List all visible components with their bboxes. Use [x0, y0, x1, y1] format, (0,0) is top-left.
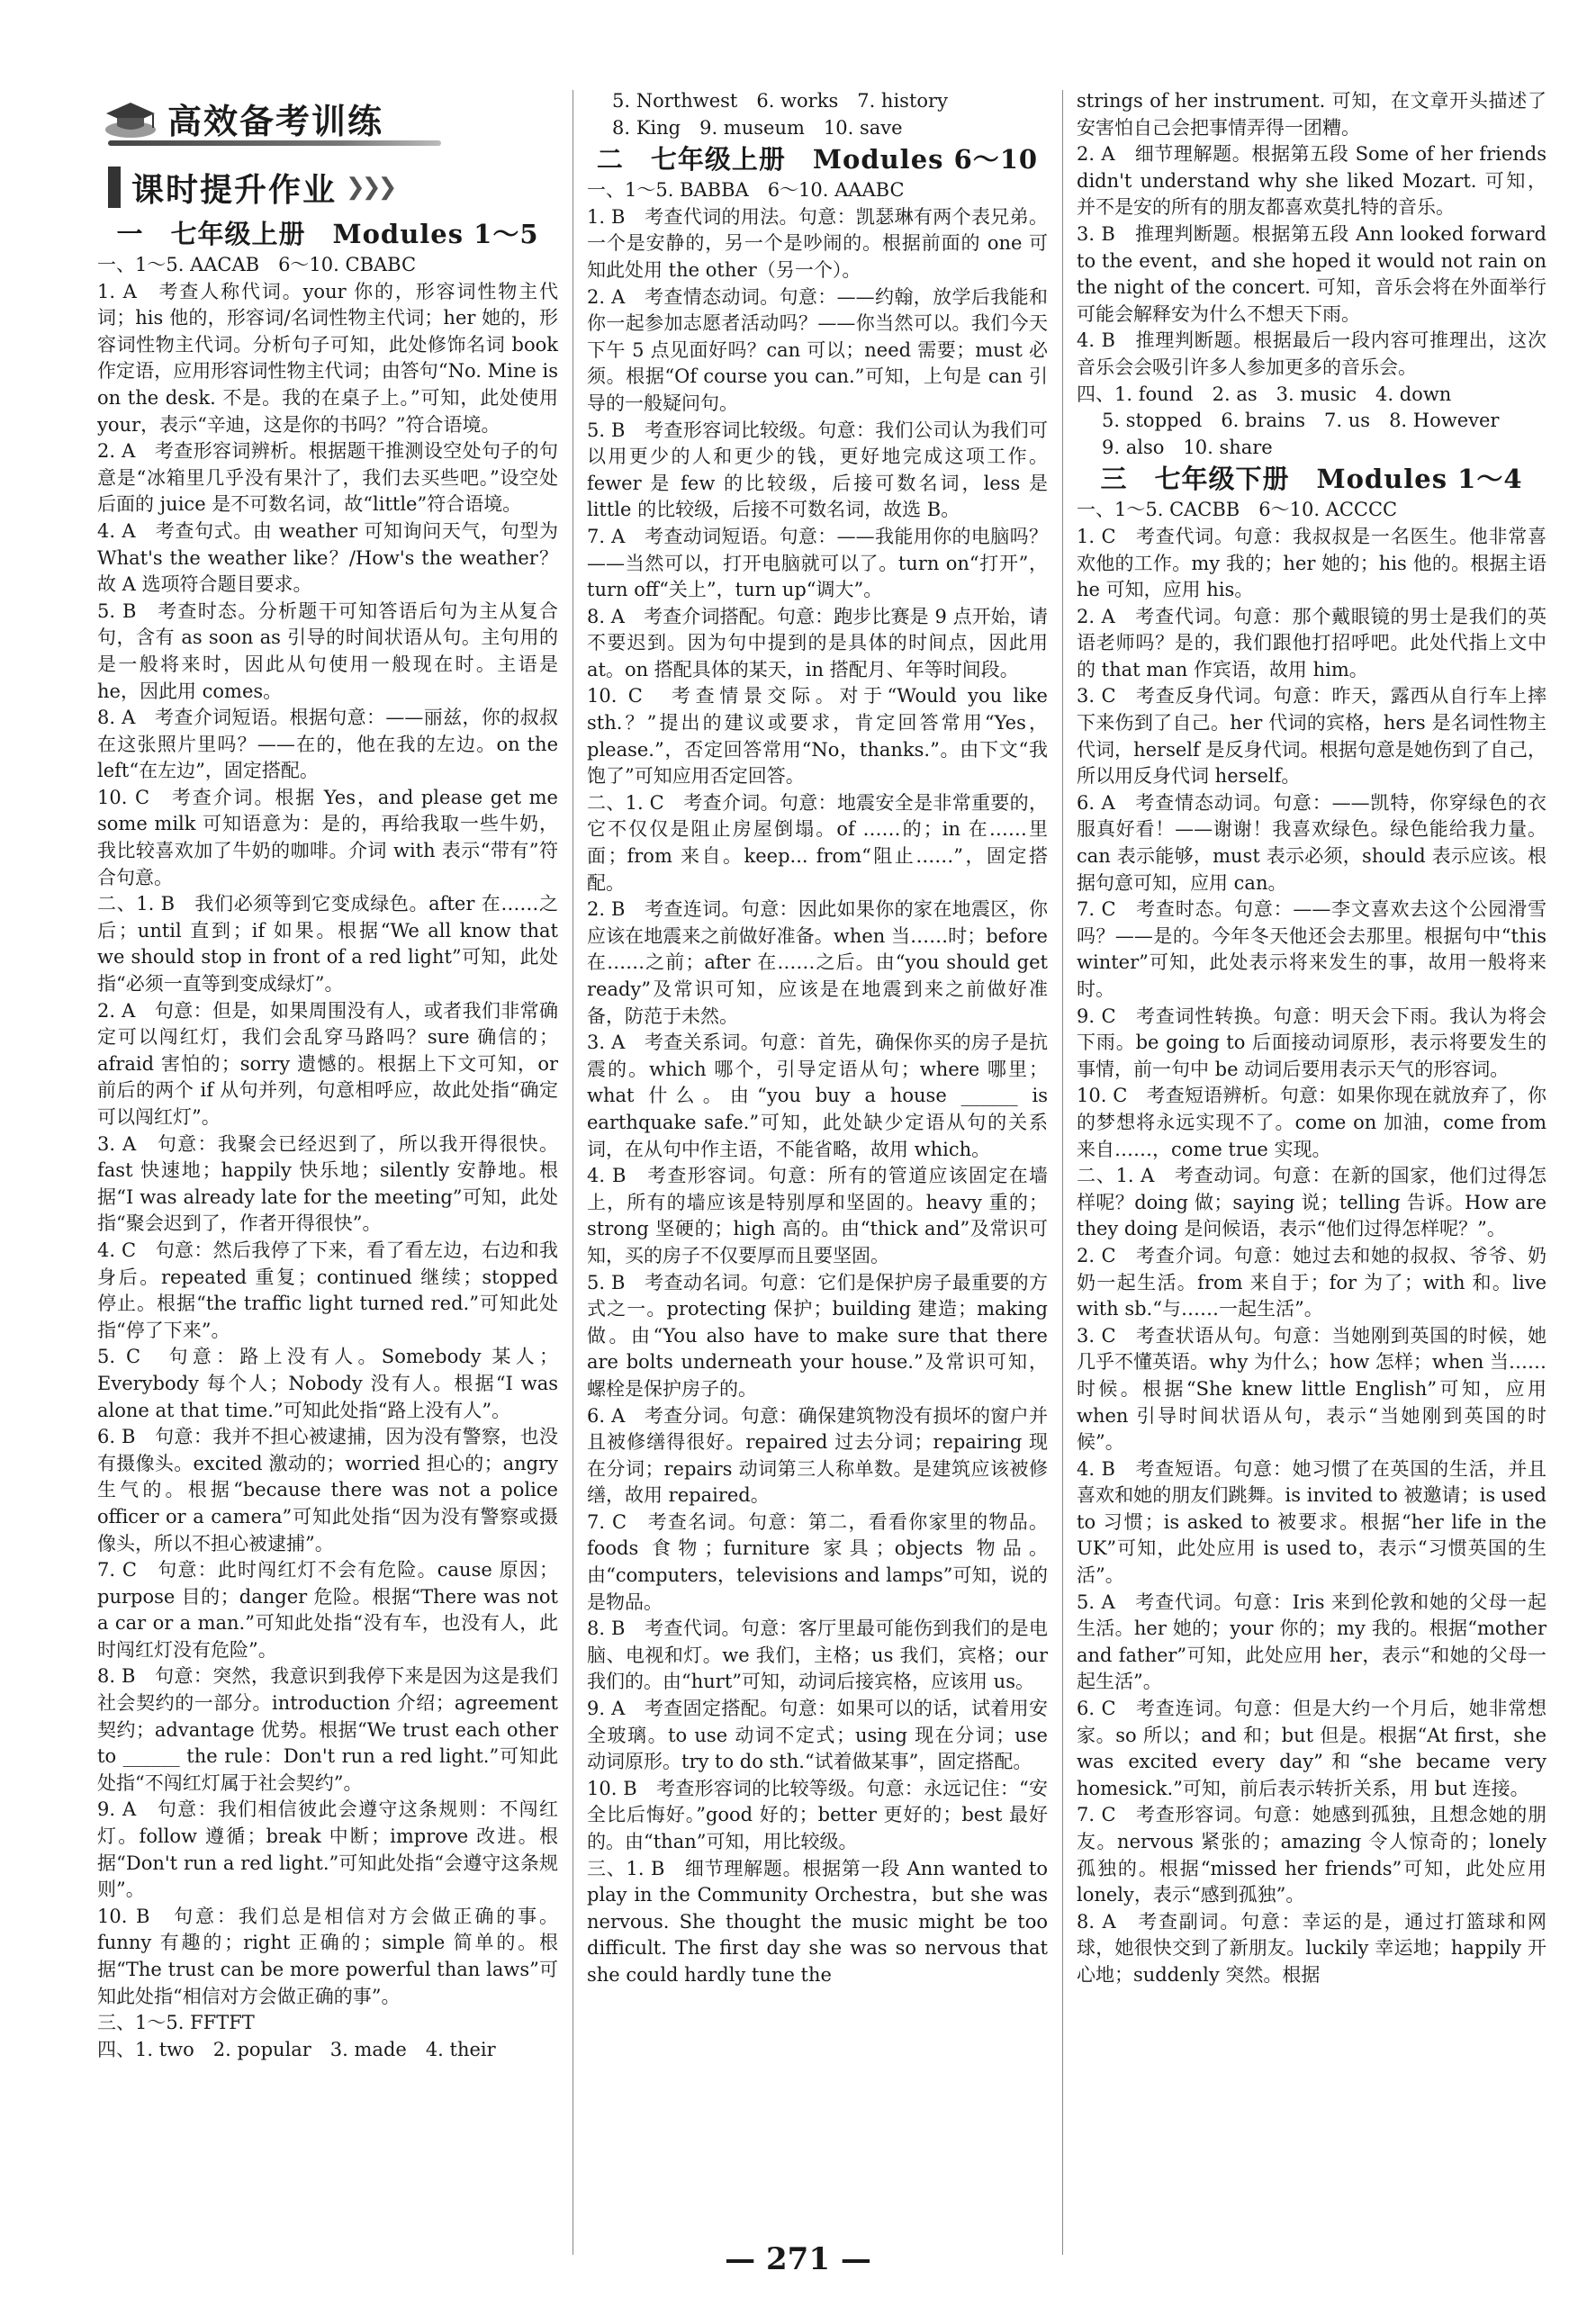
- answer-item: 1. C 考查代词。句意：我叔叔是一名医生。他非常喜欢他的工作。my 我的；her 她的；his 他的。根据主语 he 可知，应用 his。: [1077, 525, 1546, 601]
- answer-item: 2. A 句意：但是，如果周围没有人，或者我们非常确定可以闯红灯，我们会乱穿马路吗？sure 确信的；afraid 害怕的；sorry 遗憾的。根据上下文可知，or 前后的两个 if 从句并列，句意相呼应，故此处指“确定可以闯红灯”。: [97, 999, 558, 1128]
- answer-item: 4. A 考查句式。由 weather 可知询问天气，句型为 What's the weather like？/How's the weather？故 A 选项符合题目要求。: [97, 519, 558, 596]
- answer-item: 5. B 考查动名词。句意：它们是保护房子最重要的方式之一。protecting 保护；building 建造；making 做。由“You also have to make sure that there are bolts underneath your house.”及常识可知，螺栓是保护房子的。: [587, 1271, 1048, 1400]
- answer-column-2: [587, 88, 1048, 1989]
- answer-item: 6. A 考查情态动词。句意：——凯特，你穿绿色的衣服真好看！——谢谢！我喜欢绿色。绿色能给我力量。can 表示能够，must 表示必须，should 表示应该。根据句意可知，应用 can。: [1077, 791, 1546, 894]
- answer-item: 8. B 句意：突然，我意识到我停下来是因为这是我们社会契约的一部分。introduction 介绍；agreement 契约；advantage 优势。根据“We trust each other to ______ the rule：Don't run a red light.”可知此处指“不闯红灯属于社会契约”。: [97, 1665, 558, 1794]
- answer-item: 5. C 句意：路上没有人。Somebody 某人；Everybody 每个人；Nobody 没有人。根据“I was alone at that time.”可知此处指“路上没有人”。: [97, 1346, 558, 1421]
- answer-item: 一、1～5. CACBB 6～10. ACCCC: [1077, 499, 1398, 521]
- answer-item: 5. A 考查代词。句意：Iris 来到伦敦和她的父母一起生活。her 她的；your 你的；my 我的。根据“mother and father”可知，此处应用 her，表示“和她的父母一起生活”。: [1077, 1591, 1546, 1693]
- section-heading: 三 七年级下册 Modules 1～4: [1100, 464, 1523, 495]
- answer-item: 四、1. two 2. popular 3. made 4. their: [97, 2038, 496, 2060]
- page-number: — 271 —: [725, 2241, 871, 2277]
- answer-item: 8. A 考查介词短语。根据句意：——丽兹，你的叔叔在这张照片里吗？——在的，他在我的左边。on the left“在左边”，固定搭配。: [97, 707, 558, 782]
- section-heading: 二 七年级上册 Modules 6～10: [596, 144, 1039, 176]
- answer-item: 7. C 句意：此时闯红灯不会有危险。cause 原因；purpose 目的；danger 危险。根据“There was not a car or a man.”可知此处指“没有车，也没有人，此时闯红灯没有危险”。: [97, 1559, 558, 1661]
- answer-item: 2. B 考查连词。句意：因此如果你的家在地震区，你应该在地震来之前做好准备。when 当……时；before 在……之前；after 在……之后。由“you should get ready”及常识可知，应该是在地震到来之前做好准备，防范于未然。: [587, 898, 1048, 1027]
- answer-item: 一、1～5. AACAB 6～10. CBABC: [97, 254, 417, 275]
- answer-item: 4. C 句意：然后我停了下来，看了看左边，右边和我身后。repeated 重复；continued 继续；stopped 停止。根据“the traffic light turned red.”可知此处指“停了下来”。: [97, 1239, 558, 1341]
- subsection-banner: [108, 162, 393, 212]
- chevrons-icon: ❯❯❯: [346, 174, 394, 201]
- answer-item: 3. A 考查关系词。句意：首先，确保你买的房子是抗震的。which 哪个，引导定语从句；where 哪里；what 什么。由“you buy a house ______ is earthquake safe.”可知，此处缺少定语从句的关系词，在从句中作主语，不能省略，故用 which。: [587, 1032, 1048, 1160]
- answer-item: 7. C 考查时态。句意：——李文喜欢去这个公园滑雪吗？——是的。今年冬天他还会去那里。根据句中“this winter”可知，此处表示将来发生的事，故用一般将来时。: [1077, 898, 1546, 1000]
- answer-line: 5. Northwest 6. works 7. history: [612, 90, 948, 112]
- answer-item: 10. C 考查介词。根据 Yes，and please get me some milk 可知语意为：是的，再给我取一些牛奶，我比较喜欢加了牛奶的咖啡。介词 with 表示“带有”符合句意。: [97, 786, 558, 888]
- answer-item: 7. A 考查动词短语。句意：——我能用你的电脑吗？——当然可以，打开电脑就可以了。turn on“打开”，turn off“关上”，turn up“调大”。: [587, 525, 1048, 601]
- answer-item: 三、1. B 细节理解题。根据第一段 Ann wanted to play in the Community Orchestra，but she was nervous. She thought the music might be too difficult. The first day she was so nervous that she could hardly tune the: [587, 1857, 1048, 1986]
- banner-title: 高效备考训练: [167, 101, 384, 141]
- answer-item: 6. B 句意：我并不担心被逮捕，因为没有警察，也没有摄像头。excited 激动的；worried 担心的；angry 生气的。根据“because there was not a police officer or a camera”可知此处指“因为没有警察或摄像头，所以不担心被逮捕”。: [97, 1426, 558, 1555]
- answer-item: 4. B 考查形容词。句意：所有的管道应该固定在墙上，所有的墙应该是特别厚和坚固的。heavy 重的；strong 坚硬的；high 高的。由“thick and”及常识可知，买的房子不仅要厚而且要坚固。: [587, 1165, 1048, 1266]
- subsection-bar: [108, 167, 121, 208]
- answer-item: 二、1. A 考查动词。句意：在新的国家，他们过得怎样呢？doing 做；saying 说；telling 告诉。How are they doing 是问候语，表示“他们过得怎样呢？”。: [1077, 1165, 1546, 1240]
- answer-item: 8. B 考查代词。句意：客厅里最可能伤到我们的是电脑、电视和灯。we 我们，主格；us 我们，宾格；our 我们的。由“hurt”可知，动词后接宾格，应该用 us。: [587, 1618, 1048, 1693]
- answer-item: 5. B 考查形容词比较级。句意：我们公司认为我们可以用更少的人和更少的钱，更好地完成这项工作。fewer 是 few 的比较级，后接可数名词，less 是 little 的比较级，后接不可数名词，故选 B。: [587, 419, 1048, 521]
- answer-item: 3. C 考查反身代词。句意：昨天，露西从自行车上摔下来伤到了自己。her 代词的宾格，hers 是名词性物主代词，herself 是反身代词。根据句意是她伤到了自己，所以用反身代词 herself。: [1077, 685, 1546, 788]
- answer-item: 四、1. found 2. as 3. music 4. down: [1077, 383, 1452, 405]
- answer-line: 9. also 10. share: [1102, 436, 1273, 458]
- answer-item: 2. A 考查情态动词。句意：——约翰，放学后我能和你一起参加志愿者活动吗？——你当然可以。我们今天下午 5 点见面好吗？can 可以；need 需要；must 必须。根据“Of course you can.”可知，上句是 can 引导的一般疑问句。: [587, 285, 1048, 414]
- answer-item: 6. A 考查分词。句意：确保建筑物没有损坏的窗户并且被修缮得很好。repaired 过去分词；repairing 现在分词；repairs 动词第三人称单数。是建筑应该被修缮，故用 repaired。: [587, 1404, 1048, 1507]
- answer-item: 3. C 考查状语从句。句意：当她刚到英国的时候，她几乎不懂英语。why 为什么；how 怎样；when 当……时候。根据“She knew little English”可知，应用 when 引导时间状语从句，表示“当她刚到英国的时候”。: [1077, 1324, 1546, 1454]
- answer-item: 8. A 考查副词。句意：幸运的是，通过打篮球和网球，她很快交到了新朋友。luckily 幸运地；happily 开心地；suddenly 突然。根据: [1077, 1910, 1546, 1986]
- answer-item: 10. B 句意：我们总是相信对方会做正确的事。funny 有趣的；right 正确的；simple 简单的。根据“The trust can be more powerful than laws”可知此处指“相信对方会做正确的事”。: [97, 1905, 558, 2007]
- answer-item: 2. C 考查介词。句意：她过去和她的叔叔、爷爷、奶奶一起生活。from 来自于；for 为了；with 和。live with sb.“与……一起生活”。: [1077, 1244, 1546, 1320]
- answer-item: 3. A 句意：我聚会已经迟到了，所以我开得很快。fast 快速地；happily 快乐地；silently 安静地。根据“I was already late for the meeting”可知，此处指“聚会迟到了，作者开得很快”。: [97, 1132, 558, 1235]
- answer-line: 5. stopped 6. brains 7. us 8. However: [1102, 410, 1500, 432]
- subsection-title: 课时提升作业: [131, 171, 338, 209]
- answer-item: 10. C 考查短语辨析。句意：如果你现在就放弃了，你的梦想将永远实现不了。come on 加油，come from 来自……，come true 实现。: [1077, 1085, 1546, 1160]
- answer-item: 9. A 考查固定搭配。句意：如果可以的话，试着用安全玻璃。to use 动词不定式；using 现在分词；use 动词原形。try to do sth.“试着做某事”，固定搭配。: [587, 1698, 1048, 1773]
- answer-item: 一、1～5. BABBA 6～10. AAABC: [587, 179, 905, 202]
- banner-underline: [108, 140, 441, 146]
- answer-item: 5. B 考查时态。分析题干可知答语后句为主从复合句，含有 as soon as 引导的时间状语从句。主句用的是一般将来时，因此从句使用一般现在时。主语是 he，因此用 comes。: [97, 599, 558, 702]
- answer-item: 二、1. B 我们必须等到它变成绿色。after 在……之后；until 直到；if 如果。根据“We all know that we should stop in front of a red light”可知，此处指“必须一直等到变成绿灯”。: [97, 893, 558, 996]
- answer-item: 1. A 考查人称代词。your 你的，形容词性物主代词；his 他的，形容词/名词性物主代词；her 她的，形容词性物主代词。分析句子可知，此处修饰名词 book 作定语，应用形容词性物主代词；由答句“No. Mine is on the desk. 不是。我的在桌子上。”可知，此处使用 your，表示“辛迪，这是你的书吗？”符合语境。: [97, 280, 558, 436]
- answer-item: 二、1. C 考查介词。句意：地震安全是非常重要的，它不仅仅是阻止房屋倒塌。of ……的；in 在……里面；from 来自。keep... from“阻止……”，固定搭配。: [587, 791, 1048, 894]
- answer-item: 2. A 考查形容词辨析。根据题干推测设空处句子的句意是“冰箱里几乎没有果汁了，我们去买些吧。”设空处后面的 juice 是不可数名词，故“little”符合语境。: [97, 440, 558, 516]
- answer-item: 4. B 推理判断题。根据最后一段内容可推理出，这次音乐会会吸引许多人参加更多的音乐会。: [1077, 329, 1546, 378]
- answer-item: 2. A 细节理解题。根据第五段 Some of her friends didn't understand why she liked Mozart. 可知，并不是安的所有的朋友都喜欢莫扎特的音乐。: [1077, 143, 1546, 219]
- answer-item: 1. B 考查代词的用法。句意：凯瑟琳有两个表兄弟。一个是安静的，另一个是吵闹的。根据前面的 one 可知此处用 the other（另一个）。: [587, 205, 1048, 281]
- answer-item: 10. B 考查形容词的比较等级。句意：永远记住：“安全比后悔好。”good 好的；better 更好的；best 最好的。由“than”可知，用比较级。: [587, 1777, 1048, 1852]
- answer-column-1: [97, 216, 558, 2063]
- section-heading: 一 七年级上册 Modules 1～5: [116, 219, 539, 249]
- answer-item: 9. C 考查词性转换。句意：明天会下雨。我认为将会下雨。be going to 后面接动词原形，表示将要发生的事情，前一句中 be 动词后要用表示天气的形容词。: [1077, 1005, 1546, 1080]
- answer-continuation: strings of her instrument. 可知，在文章开头描述了安害怕自己会把事情弄得一团糟。: [1077, 90, 1546, 139]
- answer-column-3: [1077, 88, 1546, 1989]
- answer-item: 3. B 推理判断题。根据第五段 Ann looked forward to the event，and she hoped it would not rain on the night of the concert. 可知，音乐会将在外面举行可能会解释安为什么不想天下雨。: [1077, 222, 1546, 325]
- graduation-cap-icon: [99, 95, 162, 140]
- answer-item: 7. C 考查名词。句意：第二，看看你家里的物品。foods 食物；furniture 家具；objects 物品。由“computers，televisions and lamps”可知，说的是物品。: [587, 1510, 1048, 1613]
- answer-item: 4. B 考查短语。句意：她习惯了在英国的生活，并且喜欢和她的朋友们跳舞。is invited to 被邀请；is used to 习惯；is asked to 被要求。根据“her life in the UK”可知，此处应用 is used to，表示“习惯英国的生活”。: [1077, 1457, 1546, 1587]
- answer-item: 三、1～5. FFTFT: [97, 2012, 255, 2034]
- answer-item: 8. A 考查介词搭配。句意：跑步比赛是 9 点开始，请不要迟到。因为句中提到的是具体的时间点，因此用 at。on 搭配具体的某天，in 搭配月、年等时间段。: [587, 605, 1048, 680]
- answer-item: 7. C 考查形容词。句意：她感到孤独，且想念她的朋友。nervous 紧张的；amazing 令人惊奇的；lonely 孤独的。根据“missed her friends”可知，此处应用 lonely，表示“感到孤独”。: [1077, 1804, 1546, 1906]
- answer-item: 6. C 考查连词。句意：但是大约一个月后，她非常想家。so 所以；and 和；but 但是。根据“At first，she was excited every day”和“she became very homesick.”可知，前后表示转折关系，用 but 连接。: [1077, 1698, 1546, 1799]
- answer-item: 10. C 考查情景交际。对于“Would you like sth.？”提出的建议或要求，肯定回答常用“Yes，please.”，否定回答常用“No，thanks.”。由下文“我饱了”可知应用否定回答。: [587, 685, 1048, 788]
- answer-item: 2. A 考查代词。句意：那个戴眼镜的男士是我们的英语老师吗？是的，我们跟他打招呼吧。此处代指上文中的 that man 作宾语，故用 him。: [1077, 605, 1546, 680]
- answer-line: 8. King 9. museum 10. save: [612, 116, 903, 139]
- column-divider: [1062, 90, 1063, 2255]
- answer-item: 9. A 句意：我们相信彼此会遵守这条规则：不闯红灯。follow 遵循；break 中断；improve 改进。根据“Don't run a red light.”可知此处指“会遵守这条规则”。: [97, 1798, 558, 1901]
- section-banner: [99, 90, 441, 146]
